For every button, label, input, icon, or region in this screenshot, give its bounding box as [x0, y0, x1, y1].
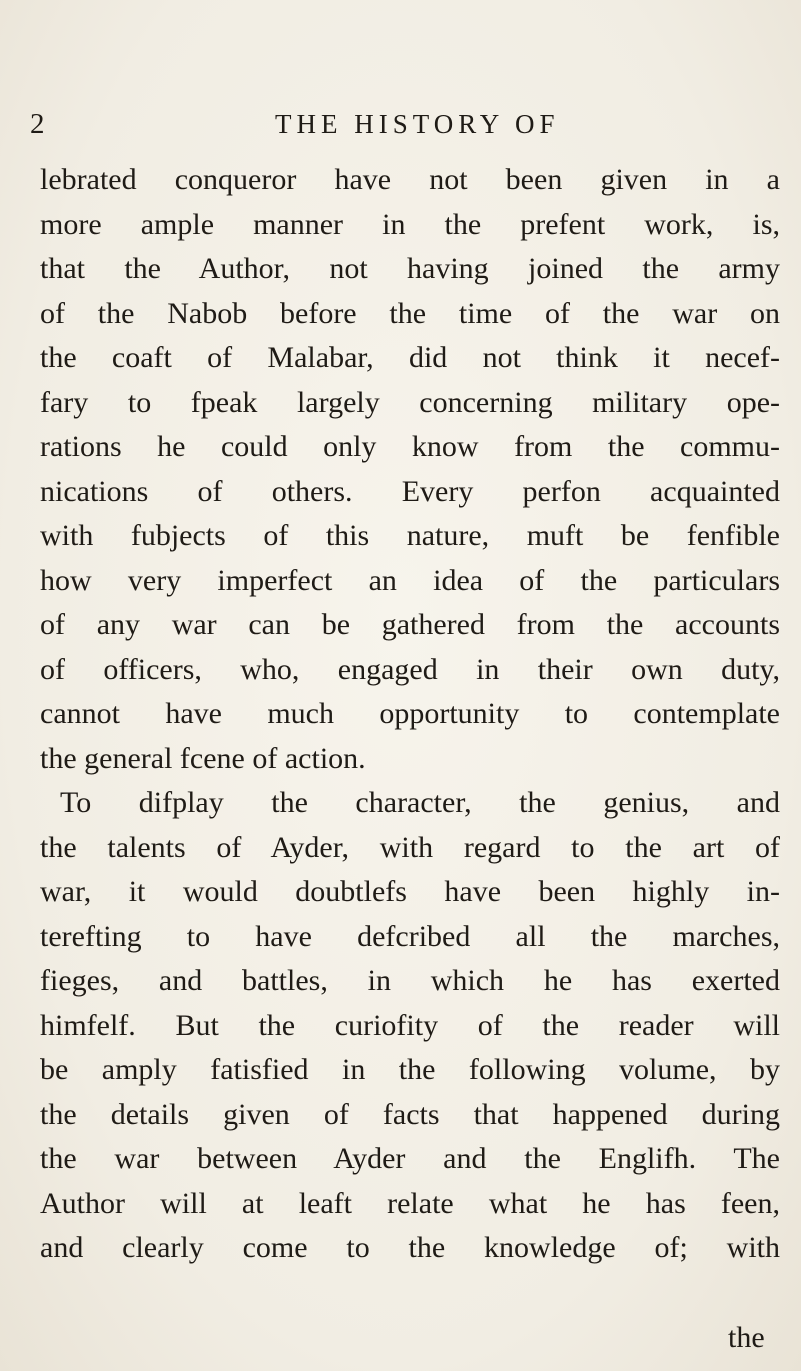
- text-line: with fubjects of this nature, muft be fenfible: [40, 519, 780, 552]
- text-line: the details given of facts that happened during: [40, 1097, 780, 1131]
- text-line: lebrated conqueror have not been given in a: [40, 163, 780, 196]
- text-line: of officers, who, engaged in their own duty,: [40, 652, 780, 686]
- text-line: the talents of Ayder, with regard to the art of: [40, 830, 780, 864]
- text-line: war, it would doubtlefs have been highly in-: [40, 875, 780, 908]
- text-line: how very imperfect an idea of the particulars: [40, 563, 780, 597]
- text-line: cannot have much opportunity to contemplate: [40, 697, 780, 730]
- text-line: terefting to have defcribed all the marches,: [40, 919, 780, 953]
- text-line: be amply fatisfied in the following volume, by: [40, 1053, 780, 1086]
- text-line: the coaft of Malabar, did not think it necef-: [40, 341, 780, 374]
- text-line: more ample manner in the prefent work, is,: [40, 207, 780, 241]
- text-line: Author will at leaft relate what he has feen,: [40, 1186, 780, 1220]
- text-line: of the Nabob before the time of the war on: [40, 296, 780, 330]
- catchword: the: [728, 1321, 765, 1354]
- text-line: that the Author, not having joined the army: [40, 252, 780, 285]
- running-head: [30, 104, 780, 144]
- page-number: 2: [30, 108, 45, 140]
- text-line: rations he could only know from the commu-: [40, 430, 780, 463]
- body-text: [40, 158, 780, 1271]
- text-line: the war between Ayder and the Englifh. The: [40, 1142, 780, 1175]
- text-line: the general fcene of action.: [40, 741, 366, 775]
- running-title: THE HISTORY OF: [275, 109, 560, 139]
- text-line: fieges, and battles, in which he has exerted: [40, 964, 780, 997]
- text-line: of any war can be gathered from the accounts: [40, 608, 780, 641]
- text-line: nications of others. Every perfon acquainted: [40, 474, 780, 508]
- text-line: himfelf. But the curiofity of the reader will: [40, 1008, 780, 1042]
- text-line: and clearly come to the knowledge of; with: [40, 1231, 780, 1264]
- text-line: fary to fpeak largely concerning military ope-: [40, 385, 780, 419]
- text-line: To difplay the character, the genius, and: [60, 786, 780, 819]
